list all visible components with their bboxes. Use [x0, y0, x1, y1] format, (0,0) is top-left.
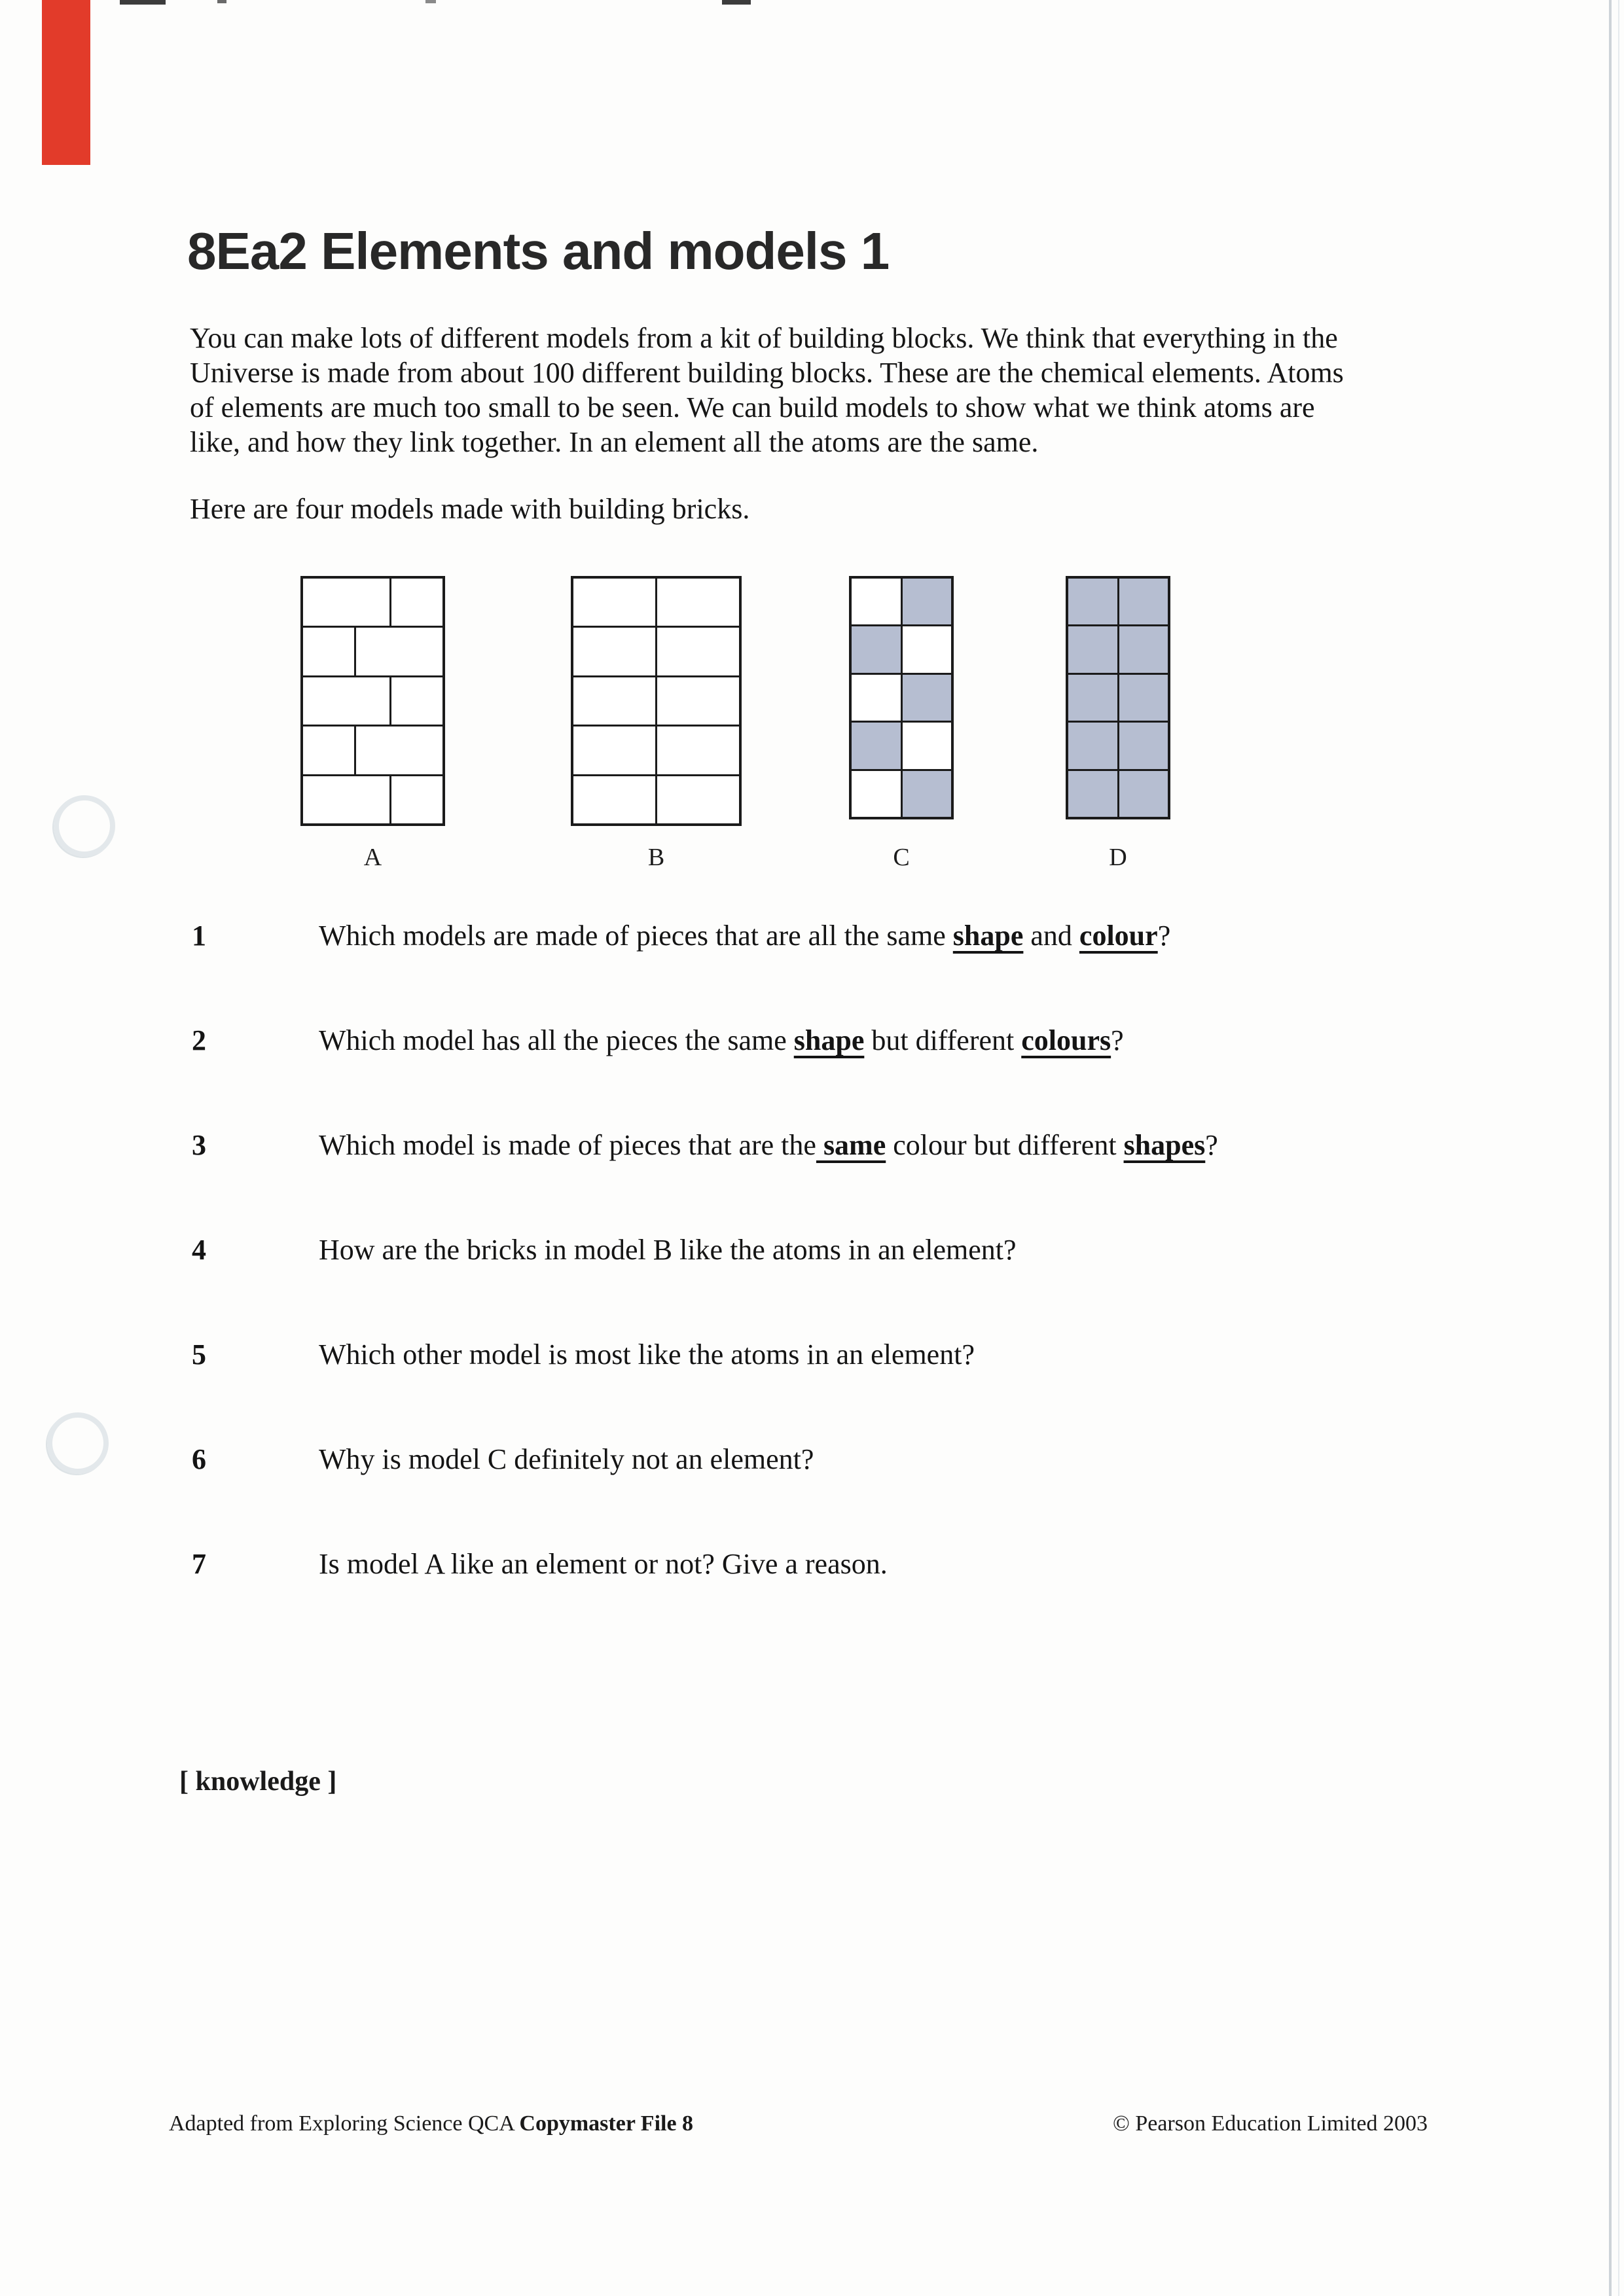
model-row — [852, 769, 951, 817]
model-row — [852, 624, 951, 672]
brick-cell-grey — [1068, 723, 1117, 768]
question-text-run: colour but different — [886, 1129, 1124, 1161]
brick-cell-white — [901, 626, 952, 672]
scan-edge-dash — [217, 0, 226, 3]
brick-cell-white — [852, 675, 901, 721]
punch-hole-artifact — [54, 795, 115, 857]
question-keyword-underlined: shapes — [1123, 1129, 1206, 1161]
brick-cell-white — [852, 771, 901, 817]
question-number: 3 — [192, 1129, 206, 1161]
brick-cell-grey — [1117, 771, 1168, 817]
question-text-run: and — [1023, 920, 1079, 952]
question-number: 6 — [192, 1443, 206, 1475]
brick-cell-white — [303, 628, 354, 675]
question-text-run: ? — [1157, 920, 1171, 952]
brick-cell-grey — [1068, 675, 1117, 721]
page-title: 8Ea2 Elements and models 1 — [187, 222, 890, 280]
model-row — [573, 626, 739, 675]
model-row — [1068, 624, 1168, 672]
question-text-run: ? — [1111, 1024, 1124, 1056]
question-keyword-underlined: same — [816, 1129, 886, 1161]
model-row — [303, 675, 442, 725]
model-row — [852, 673, 951, 721]
footer-source — [169, 2111, 693, 2136]
footer-source-regular: Adapted from Exploring Science QCA — [169, 2111, 520, 2136]
model-row — [573, 579, 739, 626]
model-row — [573, 725, 739, 774]
brick-cell-grey — [1068, 579, 1117, 624]
model-B — [571, 576, 742, 826]
brick-cell-grey — [1068, 626, 1117, 672]
model-row — [1068, 769, 1168, 817]
brick-cell-white — [655, 628, 739, 675]
question-keyword-underlined: colours — [1021, 1024, 1111, 1056]
model-label-D: D — [1109, 844, 1127, 871]
brick-cell-white — [354, 628, 442, 675]
brick-cell-grey — [1117, 579, 1168, 624]
model-row — [1068, 579, 1168, 624]
question-keyword-underlined: shape — [793, 1024, 865, 1056]
intro-line: Universe is made from about 100 different building blocks. These are the chemical elements. Atoms — [190, 357, 1344, 389]
brick-cell-white — [303, 579, 389, 626]
models-caption: Here are four models made with building bricks. — [190, 493, 750, 525]
model-row — [303, 774, 442, 823]
brick-cell-white — [573, 677, 655, 725]
question-text — [319, 1128, 1218, 1162]
intro-line: of elements are much too small to be seen. We can build models to show what we think atoms are — [190, 391, 1315, 423]
model-row — [1068, 673, 1168, 721]
knowledge-tag: [ knowledge ] — [179, 1767, 337, 1797]
question-text-run: Which other model is most like the atoms in an element? — [319, 1338, 975, 1371]
question-text-run: ? — [1205, 1129, 1218, 1161]
brick-cell-white — [573, 726, 655, 774]
question-number: 5 — [192, 1338, 206, 1371]
model-D — [1066, 576, 1170, 819]
model-label-A: A — [363, 844, 382, 871]
punch-hole-artifact — [47, 1412, 109, 1474]
brick-cell-grey — [1068, 771, 1117, 817]
model-row — [1068, 721, 1168, 768]
scan-edge-dash — [425, 0, 436, 3]
brick-cell-grey — [901, 771, 952, 817]
brick-cell-grey — [901, 675, 952, 721]
model-C — [849, 576, 954, 819]
scan-edge-line — [1609, 0, 1612, 2296]
brick-cell-white — [852, 579, 901, 624]
question-number: 7 — [192, 1548, 206, 1580]
model-row — [303, 626, 442, 675]
model-A — [300, 576, 445, 826]
footer-copyright: © Pearson Education Limited 2003 — [1113, 2111, 1428, 2136]
brick-cell-grey — [1117, 675, 1168, 721]
question-text-run: How are the bricks in model B like the atoms in an element? — [319, 1234, 1017, 1266]
scan-edge-dash — [120, 0, 166, 5]
brick-cell-white — [573, 776, 655, 823]
brick-cell-white — [354, 726, 442, 774]
intro-paragraph — [190, 321, 1344, 459]
question-text-run: Why is model C definitely not an element? — [319, 1443, 814, 1475]
brick-cell-grey — [852, 723, 901, 768]
model-row — [303, 579, 442, 626]
question-text-run: Which model has all the pieces the same — [319, 1024, 794, 1056]
brick-cell-white — [655, 579, 739, 626]
question-text — [319, 1338, 975, 1371]
question-number: 1 — [192, 920, 206, 952]
question-text-run: Which model is made of pieces that are the — [319, 1129, 816, 1161]
brick-cell-white — [389, 579, 442, 626]
question-number: 2 — [192, 1024, 206, 1056]
brick-cell-white — [303, 677, 389, 725]
footer-source-bold: Copymaster File 8 — [519, 2111, 694, 2136]
model-row — [303, 725, 442, 774]
brick-cell-white — [573, 579, 655, 626]
model-label-C: C — [893, 844, 910, 871]
red-scan-mark — [42, 0, 90, 165]
question-text — [319, 1443, 814, 1476]
brick-cell-white — [655, 776, 739, 823]
brick-cell-grey — [1117, 723, 1168, 768]
model-row — [573, 675, 739, 725]
question-text-run: Is model A like an element or not? Give a reason. — [319, 1548, 888, 1580]
intro-line: like, and how they link together. In an element all the atoms are the same. — [190, 426, 1039, 458]
model-row — [852, 721, 951, 768]
scan-edge-dash — [722, 0, 751, 5]
question-text-run: but different — [864, 1024, 1022, 1056]
brick-cell-white — [389, 677, 442, 725]
brick-cell-grey — [852, 626, 901, 672]
brick-cell-white — [655, 726, 739, 774]
brick-cell-white — [573, 628, 655, 675]
brick-cell-grey — [1117, 626, 1168, 672]
model-row — [573, 774, 739, 823]
model-label-B: B — [647, 844, 665, 871]
model-row — [852, 579, 951, 624]
brick-cell-grey — [901, 579, 952, 624]
scan-edge-line-light — [1618, 0, 1619, 2296]
question-keyword-underlined: colour — [1079, 920, 1158, 952]
question-keyword-underlined: shape — [952, 920, 1024, 952]
brick-cell-white — [303, 726, 354, 774]
question-text — [319, 1233, 1016, 1266]
question-text-run: Which models are made of pieces that are all the same — [319, 920, 953, 952]
question-text — [319, 919, 1170, 952]
brick-cell-white — [389, 776, 442, 823]
brick-cell-white — [901, 723, 952, 768]
question-number: 4 — [192, 1234, 206, 1266]
brick-cell-white — [303, 776, 389, 823]
brick-cell-white — [655, 677, 739, 725]
question-text — [319, 1024, 1124, 1057]
intro-line: You can make lots of different models from a kit of building blocks. We think that everything in the — [190, 322, 1338, 354]
question-text — [319, 1547, 888, 1581]
